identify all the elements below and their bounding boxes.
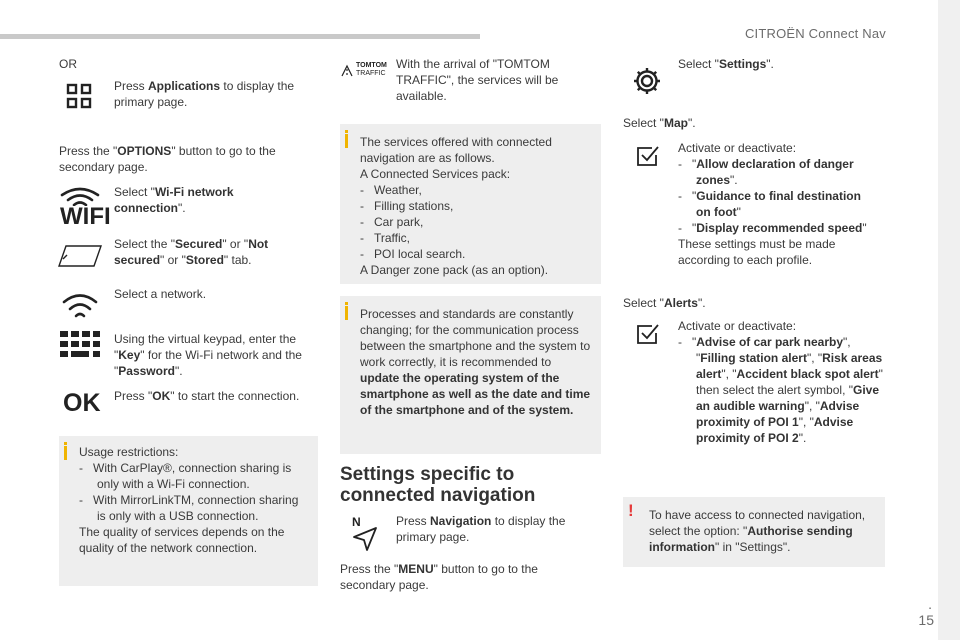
navigation-instruction: Press Navigation to display the primary page.	[396, 514, 566, 544]
alert-risk-areas: Risk areas alert	[696, 351, 883, 381]
services-pack: A Connected Services pack:	[360, 167, 511, 181]
gear-icon	[632, 66, 662, 96]
menu-instruction: Press the "MENU" button to go to the secondary page.	[340, 562, 538, 592]
services-box	[340, 124, 601, 284]
alert-options: Activate or deactivate: - "Advise of car park nearby", "Filling station alert", "Risk areas alert", "Accident black spot alert" then select the alert symbol, "Give an audible warning", "Advise proximity of POI 1", "Advise proximity of POI 2".	[678, 319, 883, 445]
warning-icon: !	[628, 501, 634, 520]
info-icon	[345, 134, 348, 148]
alert-audible-warning: Give an audible warning	[696, 383, 880, 413]
page-edge-strip	[938, 0, 960, 640]
tomtom-icon-line1: TOMTOM	[356, 62, 387, 69]
keypad-instruction: Using the virtual keypad, enter the "Key" for the Wi-Fi network and the "Password".	[114, 332, 302, 378]
navigation-icon	[350, 516, 380, 552]
service-item: - POI local search.	[360, 247, 466, 261]
option-danger-zones: Allow declaration of danger zones	[696, 157, 854, 187]
applications-instruction: Press Applications to display the primary page.	[114, 79, 295, 109]
alert-poi-1: Advise proximity of POI 1	[696, 399, 860, 429]
info-icon-dot	[64, 442, 67, 445]
settings-instruction: Select "Settings".	[678, 57, 774, 71]
checkbox-icon	[636, 323, 660, 345]
network-instruction: Select a network.	[114, 287, 207, 301]
tomtom-traffic-icon	[340, 62, 390, 82]
authorise-box	[623, 497, 885, 567]
ok-instruction: Press "OK" to start the connection.	[114, 389, 300, 403]
header-title: CITROËN Connect Nav	[744, 26, 886, 41]
process-text: Processes and standards are constantly changing; for the communication process between the smartphone and the system to work correctly, it is recommended to update the operating system of the smartphone as well as the date and time of the smartphone and of the system.	[360, 307, 591, 417]
usage-title: Usage restrictions:	[79, 445, 179, 459]
usage-item-carplay: - With CarPlay®, connection sharing is only with a Wi-Fi connection.	[79, 461, 292, 491]
ok-icon: OK	[63, 389, 101, 417]
wifi-signal-icon	[61, 292, 99, 322]
alerts-instruction: Select "Alerts".	[623, 296, 706, 310]
process-box	[340, 296, 601, 454]
info-icon-dot	[345, 302, 348, 305]
usage-item-mirrorlink: - With MirrorLinkTM, connection sharing is only with a USB connection.	[79, 493, 299, 523]
info-icon	[64, 446, 67, 460]
service-item: - Car park,	[360, 215, 424, 229]
options-instruction: Press the "OPTIONS" button to go to the secondary page.	[59, 144, 276, 174]
section-title: Settings specific to connected navigation	[340, 464, 536, 506]
alert-filling-station: Filling station alert	[700, 351, 807, 365]
service-item: - Weather,	[360, 183, 422, 197]
wifi-instruction: Select "Wi-Fi network connection".	[114, 185, 234, 215]
or-label: OR	[59, 57, 77, 71]
checkbox-icon	[636, 145, 660, 167]
info-icon-dot	[345, 130, 348, 133]
navigation-icon-letter: N	[352, 515, 361, 529]
services-intro: The services offered with connected navigation are as follows.	[360, 135, 552, 165]
usage-quality-note: The quality of services depends on the quality of the network connection.	[79, 525, 285, 555]
map-options: Activate or deactivate: - "Allow declaration of danger zones". - "Guidance to final destination on foot" - "Display recommended speed" These settings must be made according to each profile.	[678, 140, 878, 268]
alert-poi-2: Advise proximity of POI 2	[696, 415, 854, 445]
option-guidance-on-foot: Guidance to final destination on foot	[696, 189, 861, 219]
services-danger-pack: A Danger zone pack (as an option).	[360, 263, 549, 277]
keypad-icon	[60, 331, 100, 357]
alert-accident-black-spot: Accident black spot alert	[736, 367, 879, 381]
option-recommended-speed: Display recommended speed	[696, 221, 863, 235]
wifi-icon	[58, 186, 111, 232]
tomtom-icon-line2: TRAFFIC	[356, 70, 386, 77]
wifi-icon-label: WIFI	[60, 203, 111, 230]
applications-grid-icon	[66, 83, 92, 109]
page-dot: .	[928, 596, 932, 612]
usage-restrictions-box	[59, 436, 318, 586]
authorise-text: To have access to connected navigation, select the option: "Authorise sending information" in "Settings".	[649, 508, 866, 554]
map-options-note: These settings must be made according to each profile.	[678, 237, 836, 267]
map-instruction: Select "Map".	[623, 116, 696, 130]
service-item: - Filling stations,	[360, 199, 454, 213]
map-options-intro: Activate or deactivate:	[678, 141, 797, 155]
tomtom-instruction: With the arrival of "TOMTOM TRAFFIC", the services will be available.	[396, 57, 559, 103]
alert-car-park: Advise of car park nearby	[696, 335, 843, 349]
alert-options-intro: Activate or deactivate:	[678, 319, 797, 333]
security-tab-icon	[58, 245, 102, 267]
service-item: - Traffic,	[360, 231, 411, 245]
page-number: 15	[918, 612, 934, 628]
header-bar	[0, 34, 480, 39]
info-icon	[345, 306, 348, 320]
secured-instruction: Select the "Secured" or "Not secured" or "Stored" tab.	[114, 237, 269, 267]
